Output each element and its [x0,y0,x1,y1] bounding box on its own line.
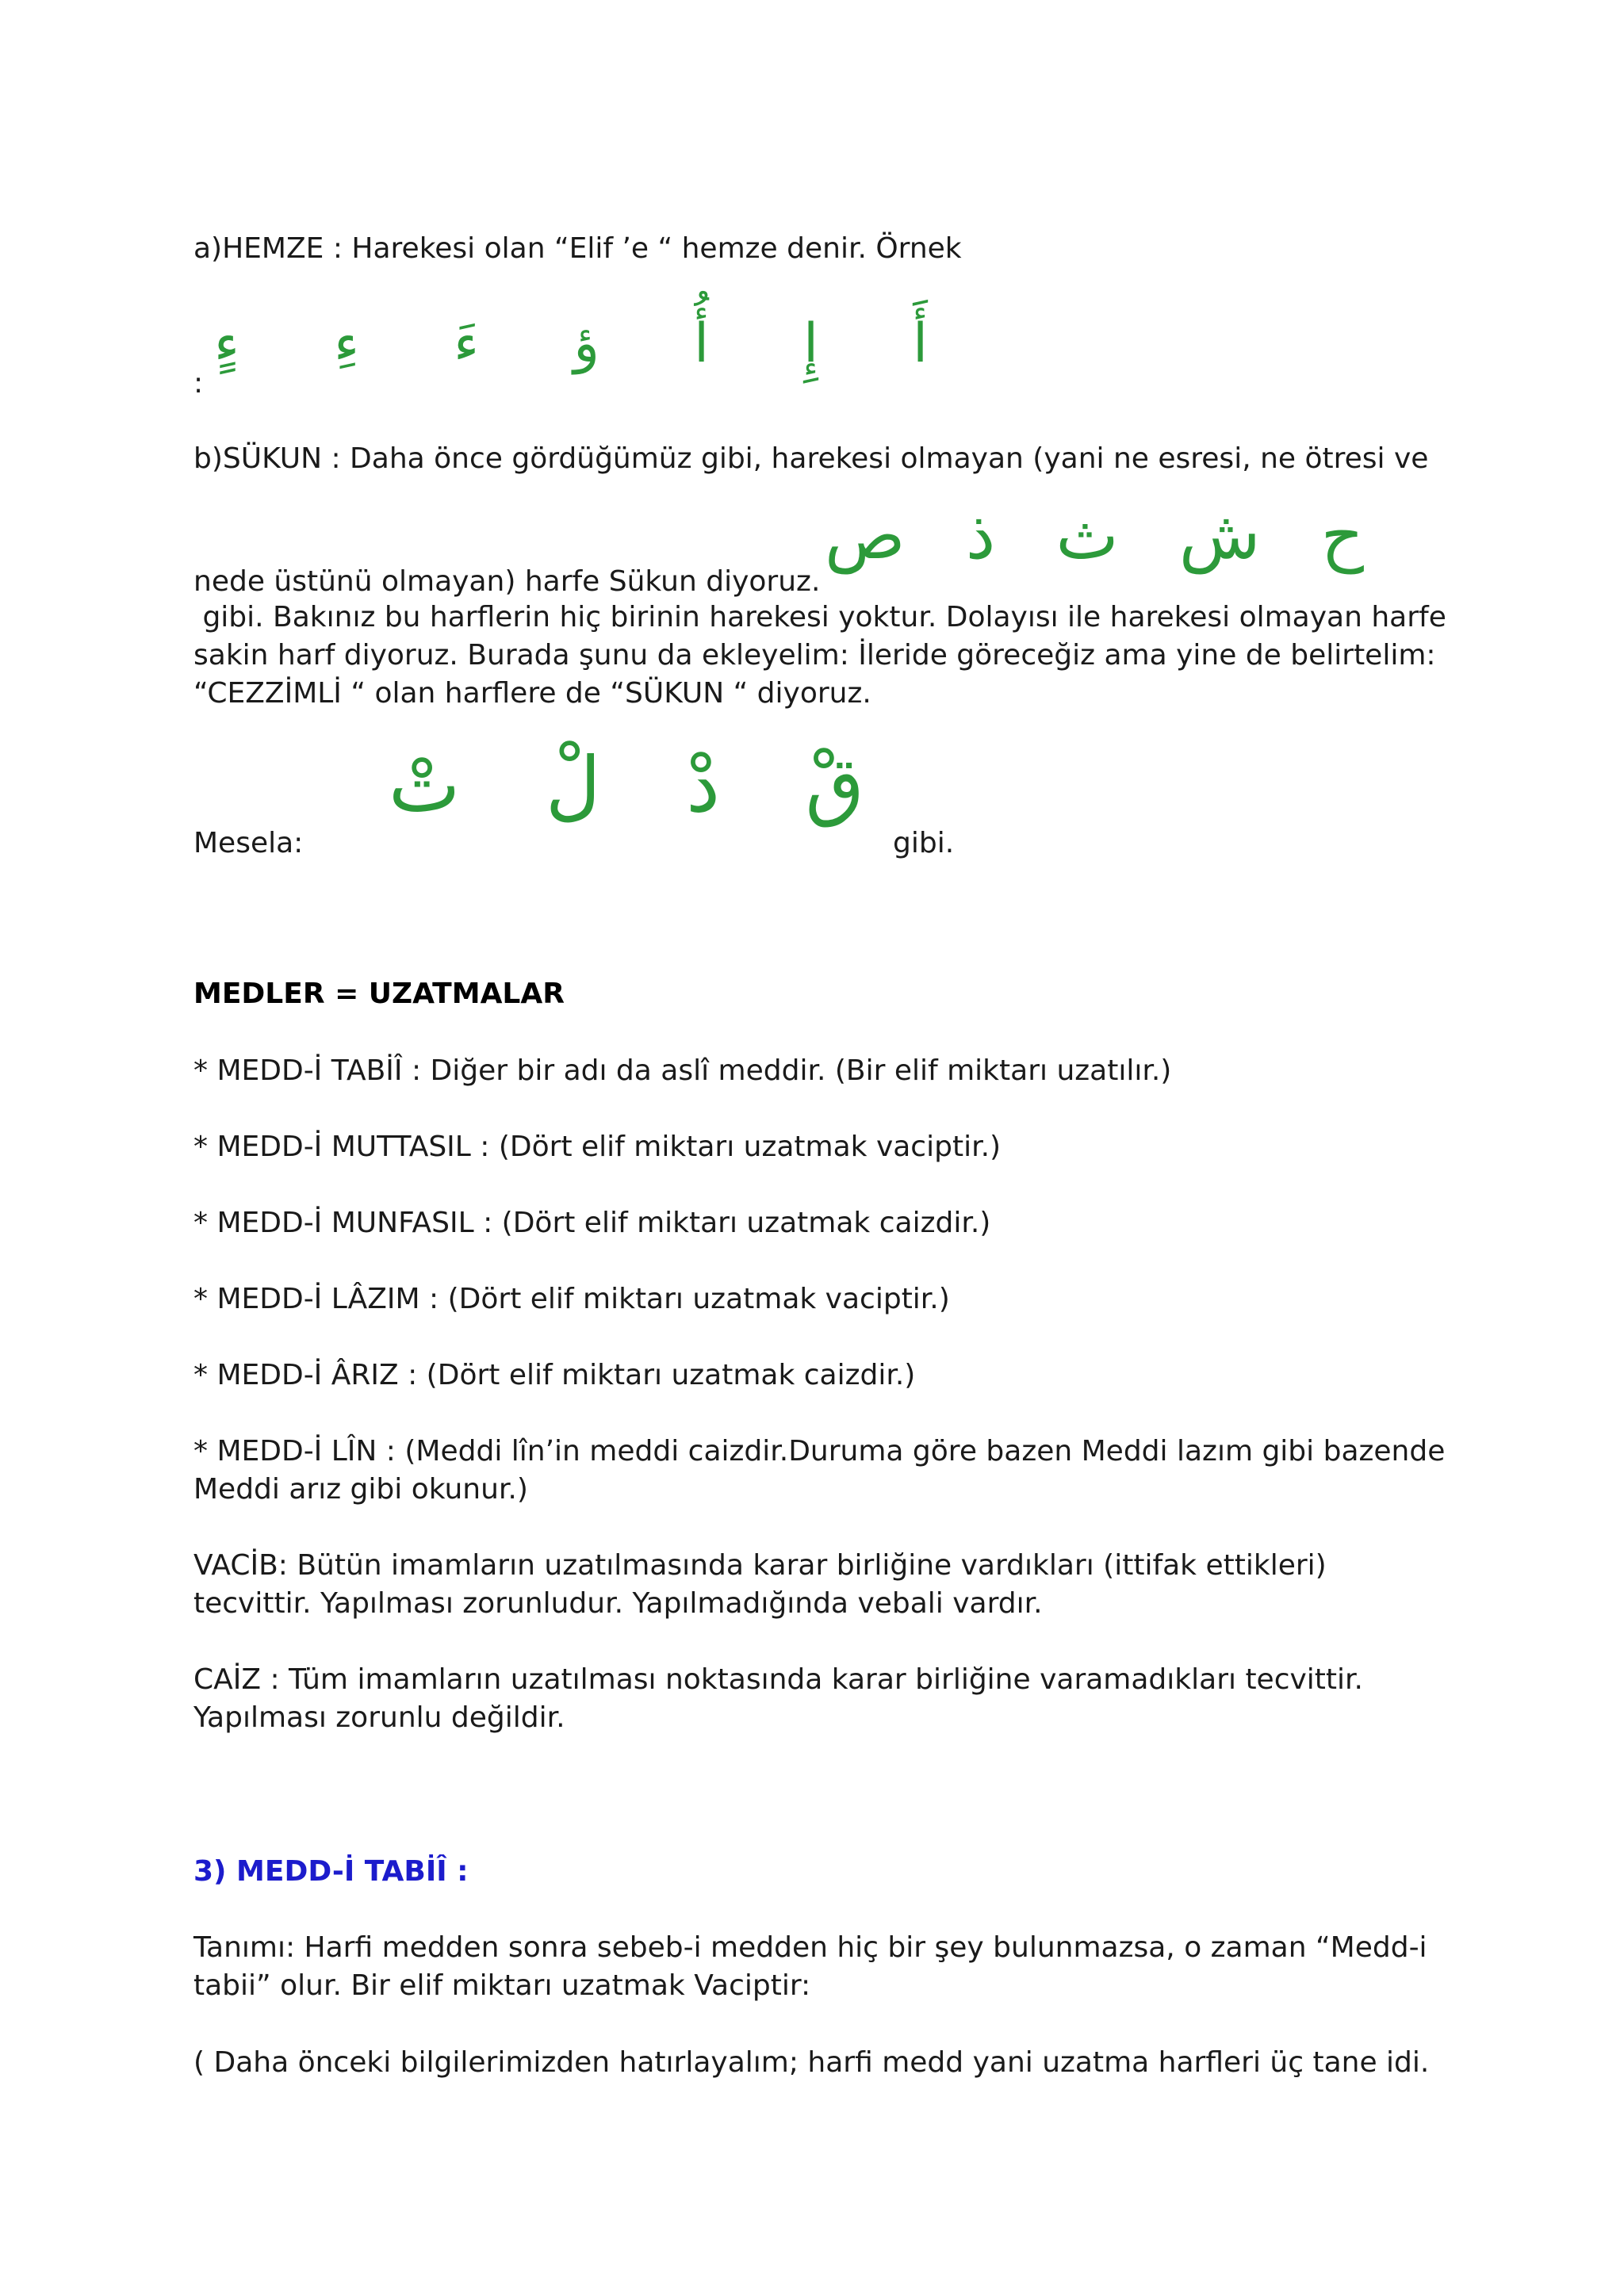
tabii-definition: Tanımı: Harfi medden sonra sebeb-i medden hiç bir şey bulunmazsa, o zaman “Medd-i tabii” olur. Bir elif miktarı uzatmak Vaciptir: [193,1931,1427,2002]
arabic-letter: ءٍ [214,312,239,375]
medler-item-muttasil: * MEDD-İ MUTTASIL : (Dört elif miktarı uzatmak vaciptir.) [193,1131,1002,1163]
arabic-letter: ث [1055,496,1119,574]
hemze-line: a)HEMZE : Harekesi olan “Elif ’e “ hemze denir. Örnek [193,232,962,265]
arabic-letter: ؤ [573,312,600,375]
medler-item-ariz: * MEDD-İ ÂRIZ : (Dört elif miktarı uzatmak caizdir.) [193,1359,916,1391]
arabic-letter: ص [825,496,906,574]
sukun-paragraph: gibi. Bakınız bu harflerin hiç birinin harekesi yoktur. Dolayısı ile harekesi olmayan harfe sakin harf diyoruz. Burada şunu da ekleyelim: İleride göreceğiz ama yine de belirtelim: “CEZZİMLİ “ olan harflere de “SÜKUN “ diyoruz. [193,601,1456,710]
medler-item-lazim: * MEDD-İ LÂZIM : (Dört elif miktarı uzatmak vaciptir.) [193,1283,950,1315]
arabic-letter: ءِ [334,312,360,375]
arabic-letter: تْ [389,740,461,829]
tabii-note: ( Daha önceki bilgilerimizden hatırlayalım; harfi medd yani uzatma harfleri üç tane idi. [193,2046,1430,2079]
sukun-line-2: nede üstünü olmayan) harfe Sükun diyoruz. [193,565,821,598]
arabic-letter: أُ [694,312,710,375]
arabic-letter: دْ [686,740,720,829]
arabic-letter: ش [1178,496,1261,574]
medler-item-lin: * MEDD-İ LÎN : (Meddi lîn’in meddi caizdir.Duruma göre bazen Meddi lazım gibi bazende Meddi arız gibi okunur.) [193,1435,1446,1506]
caiz-definition: CAİZ : Tüm imamların uzatılması noktasında karar birliğine varamadıkları tecvittir. Yapılması zorunlu değildir. [193,1663,1363,1734]
vacib-definition: VACİB: Bütün imamların uzatılmasında karar birliğine vardıkları (ittifak ettikleri) tecvittir. Yapılması zorunludur. Yapılmadığında vebali vardır. [193,1549,1327,1620]
mesela-letters-image [389,733,864,836]
hemze-colon: : [193,367,204,400]
arabic-letter: قْ [805,740,864,829]
arabic-letter: أَ [913,312,928,375]
arabic-letter: ءَ [454,312,480,375]
mesela-suffix: gibi. [893,827,955,859]
mesela-label: Mesela: [193,827,304,859]
medler-item-tabii: * MEDD-İ TABİÎ : Diğer bir adı da aslî meddir. (Bir elif miktarı uzatılır.) [193,1054,1172,1087]
arabic-letter: إِ [803,312,818,375]
medler-title: MEDLER = UZATMALAR [193,978,565,1010]
arabic-letter: ذ [965,496,996,574]
arabic-letter: لْ [545,740,601,829]
arabic-letter: ح [1320,496,1364,574]
medler-item-munfasil: * MEDD-İ MUNFASIL : (Dört elif miktarı uzatmak caizdir.) [193,1207,991,1239]
sukun-line-1: b)SÜKUN : Daha önce gördüğümüz gibi, harekesi olmayan (yani ne esresi, ne ötresi ve [193,442,1429,475]
medd-i-tabii-heading: 3) MEDD-İ TABİÎ : [193,1855,469,1888]
